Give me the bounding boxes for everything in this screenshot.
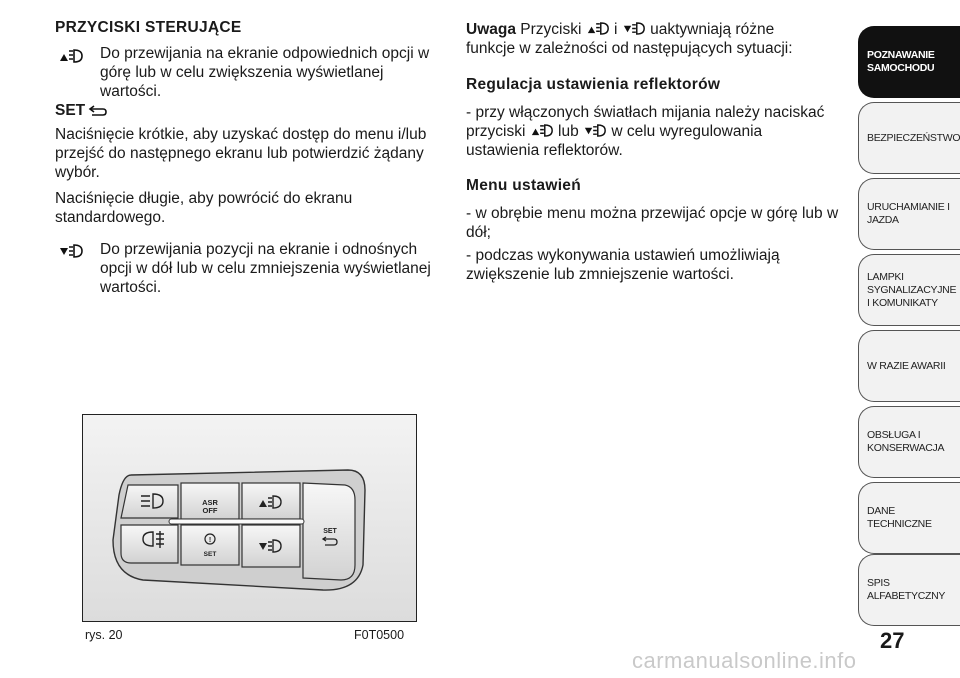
figure-caption: rys. 20	[85, 628, 123, 642]
headlamp-up-icon	[58, 47, 84, 65]
section-heading-controls: PRZYCISKI STERUJĄCE	[55, 19, 242, 36]
small-set-label: SET	[203, 551, 217, 558]
menu-item-1: - w obrębie menu można przewijać opcje w górę lub w dół;	[466, 205, 839, 241]
tab-obsluga-i-konserwacja[interactable]	[858, 406, 960, 478]
note-line-1	[466, 20, 846, 39]
headlamp-pre: przyciski	[466, 123, 526, 140]
note-and: i	[614, 21, 618, 38]
headlamp-down-icon	[583, 122, 607, 139]
menu-heading: Menu ustawień	[466, 177, 581, 194]
figure-control-panel	[82, 414, 417, 622]
headlamp-heading: Regulacja ustawienia reflektorów	[466, 76, 721, 93]
headlamp-or: lub	[558, 123, 579, 140]
headlamp-post: w celu wyregulowania	[611, 123, 763, 140]
asr-label-line1: ASR	[202, 498, 218, 507]
note-bold: Uwaga	[466, 21, 516, 38]
watermark: carmanualsonline.info	[632, 648, 857, 673]
tab-label: W RAZIE AWARII	[867, 359, 946, 372]
up-button-description: Do przewijania na ekranie odpowiednich opcji w górę lub w celu zwiększenia wyświetlanej wartości.	[100, 45, 430, 100]
tab-poznawanie-samochodu[interactable]	[858, 26, 960, 98]
asr-label-line2: OFF	[202, 506, 218, 515]
down-button-description: Do przewijania pozycji na ekranie i odnośnych opcji w dół lub w celu zmniejszenia wyświetlanej wartości.	[100, 241, 431, 296]
return-arrow-icon	[88, 103, 108, 119]
tab-bezpieczenstwo[interactable]	[858, 102, 960, 174]
tab-label: LAMPKI SYGNALIZACYJNE I KOMUNIKATY	[867, 270, 957, 309]
note-line-2: funkcje w zależności od następujących sytuacji:	[466, 40, 793, 57]
figure-code: F0T0500	[354, 628, 405, 642]
tab-spis-alfabetyczny[interactable]	[858, 554, 960, 626]
page-number: 27	[880, 628, 905, 653]
control-panel-illustration	[83, 415, 417, 622]
headlamp-up-icon	[586, 20, 610, 37]
tab-label: SPIS ALFABETYCZNY	[867, 577, 946, 602]
headlamp-up-icon	[530, 122, 554, 139]
note-pre: Przyciski	[520, 21, 582, 38]
tab-label: DANE TECHNICZNE	[867, 505, 932, 530]
svg-text:!: !	[208, 537, 212, 544]
tab-lampki-sygnalizacyjne[interactable]	[858, 254, 960, 326]
set-short-press-text: Naciśnięcie krótkie, aby uzyskać dostęp do menu i/lub przejść do następnego ekranu lub potwierdzić żądany wybór.	[55, 126, 427, 181]
headlamp-line-1: - przy włączonych światłach mijania należy naciskać	[466, 104, 825, 121]
set-label: SET	[55, 102, 86, 119]
tab-label: POZNAWANIE SAMOCHODU	[867, 49, 935, 74]
note-post: uaktywniają różne	[650, 21, 775, 38]
tab-label: OBSŁUGA I KONSERWACJA	[867, 429, 945, 454]
tab-w-razie-awarii[interactable]	[858, 330, 960, 402]
tab-label: BEZPIECZEŃSTWO	[867, 131, 960, 144]
headlamp-line-2	[466, 122, 846, 141]
headlamp-down-icon	[622, 20, 646, 37]
tab-uruchamianie-i-jazda[interactable]	[858, 178, 960, 250]
set-long-press-text: Naciśnięcie długie, aby powrócić do ekranu standardowego.	[55, 190, 353, 226]
headlamp-line-3: ustawienia reflektorów.	[466, 142, 623, 159]
tab-dane-techniczne[interactable]	[858, 482, 960, 554]
headlamp-down-icon	[58, 242, 84, 260]
menu-item-2: - podczas wykonywania ustawień umożliwiają zwiększenie lub zmniejszenie wartości.	[466, 247, 780, 283]
tab-label: URUCHAMIANIE I JAZDA	[867, 201, 950, 226]
set-button-label: SET	[323, 528, 337, 535]
